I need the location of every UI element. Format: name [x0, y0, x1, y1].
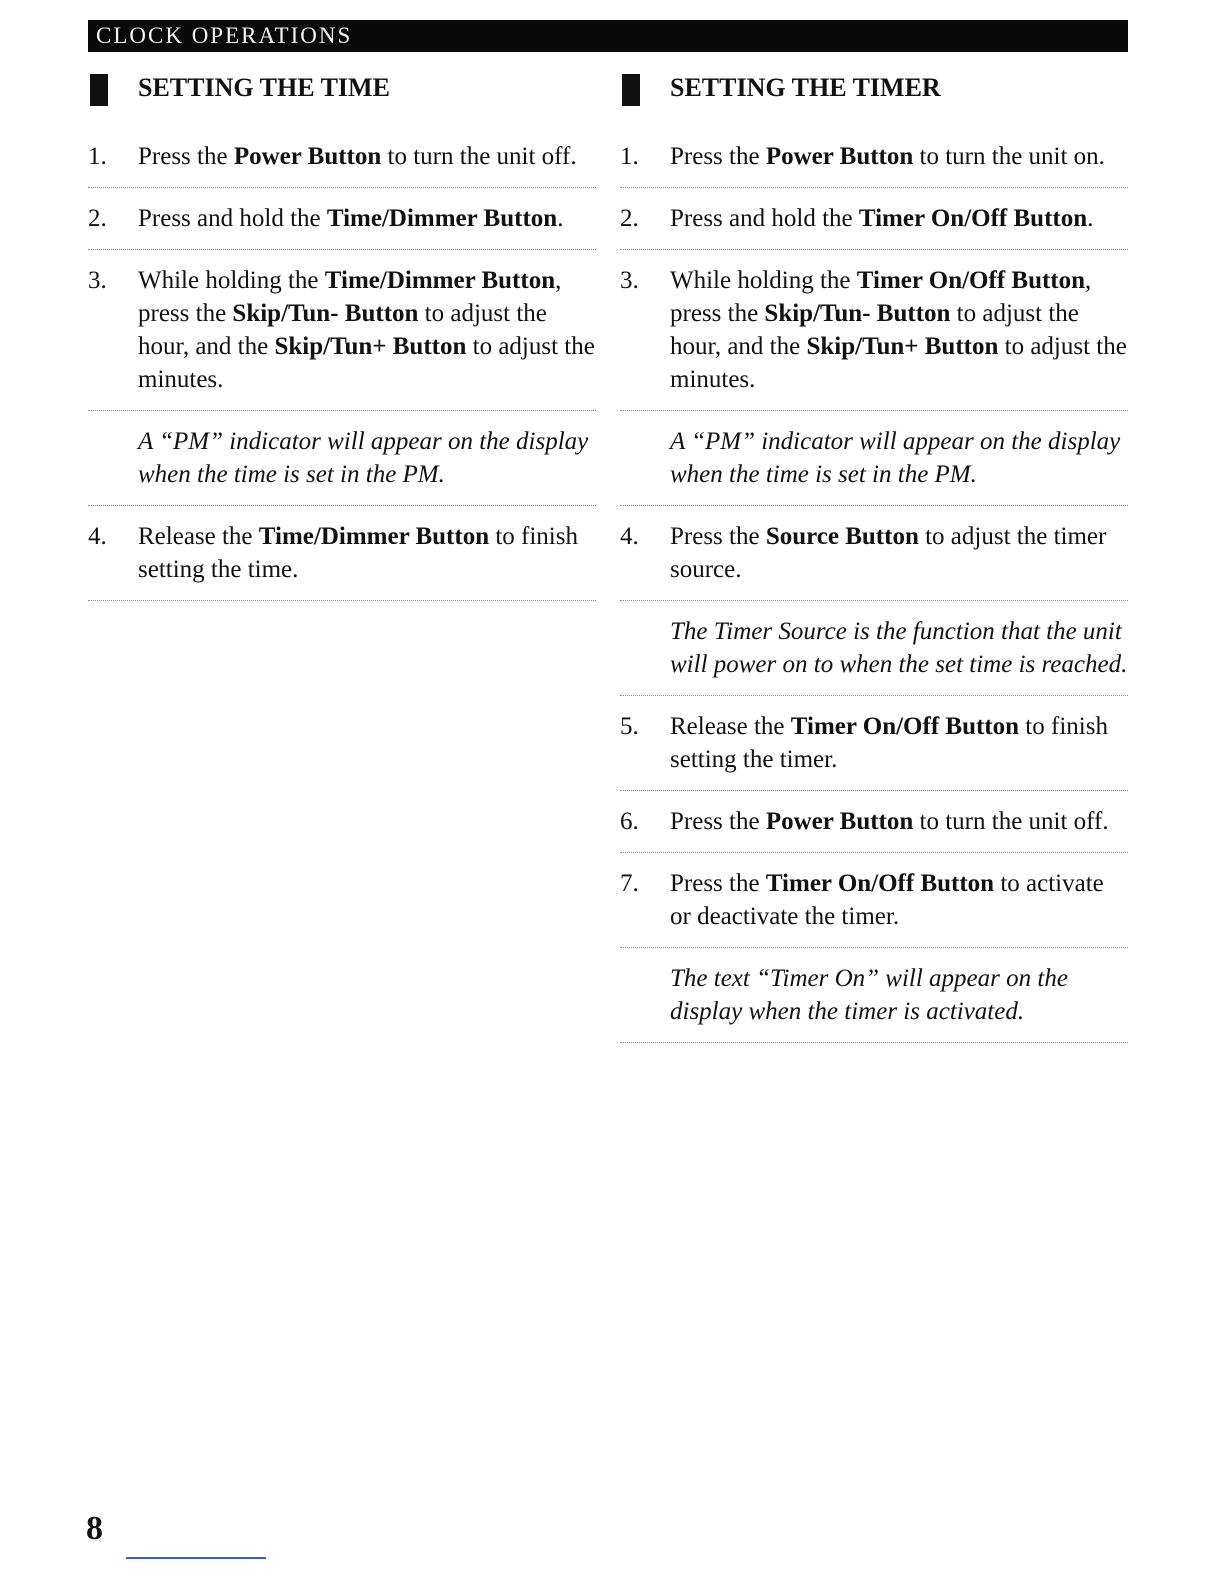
step-text: to adjust the hour, and the	[138, 300, 547, 360]
step-number: 3.	[620, 267, 639, 294]
section-header-title: CLOCK OPERATIONS	[96, 23, 353, 48]
step-number: 4.	[88, 523, 107, 550]
step-number: 7.	[620, 870, 639, 897]
step-text: to adjust the hour, and the	[670, 300, 1079, 360]
step-text: Press and hold the	[138, 205, 327, 232]
list-item	[88, 202, 596, 250]
step-text: Press the	[670, 523, 766, 550]
list-item	[620, 520, 1128, 601]
step-button-name: Skip/Tun+ Button	[806, 333, 999, 360]
note-item	[620, 615, 1128, 696]
step-text: to turn the unit off.	[913, 808, 1109, 835]
step-number: 1.	[88, 143, 107, 170]
step-button-name: Source Button	[765, 523, 919, 550]
list-item	[620, 202, 1128, 250]
step-text: Press the	[138, 143, 234, 170]
note-text: A “PM” indicator will appear on the display when the time is set in the PM.	[138, 428, 589, 488]
step-text: , press the	[138, 267, 562, 327]
list-item	[620, 805, 1128, 853]
step-button-name: Skip/Tun- Button	[232, 300, 419, 327]
list-item	[620, 710, 1128, 791]
setting-timer-heading	[620, 70, 1128, 106]
note-item	[620, 425, 1128, 506]
setting-timer-title: SETTING THE TIMER	[670, 73, 941, 102]
step-button-name: Time/Dimmer Button	[258, 523, 490, 550]
note-text: The Timer Source is the function that the unit will power on to when the set time is reached.	[670, 618, 1128, 678]
list-item	[620, 867, 1128, 948]
note-item	[88, 425, 596, 506]
step-button-name: Time/Dimmer Button	[326, 205, 558, 232]
step-text: to adjust the minutes.	[138, 333, 595, 393]
list-item	[88, 264, 596, 411]
step-button-name: Power Button	[765, 143, 914, 170]
setting-timer-column	[620, 70, 1128, 1057]
step-text: Press the	[670, 870, 766, 897]
step-number: 1.	[620, 143, 639, 170]
step-number: 3.	[88, 267, 107, 294]
step-text: to activate or deactivate the timer.	[670, 870, 1104, 930]
step-number: 6.	[620, 808, 639, 835]
step-number: 5.	[620, 713, 639, 740]
step-button-name: Skip/Tun+ Button	[274, 333, 467, 360]
setting-time-column	[88, 70, 596, 615]
list-item	[88, 520, 596, 601]
step-text: to finish setting the timer.	[670, 713, 1108, 773]
note-text: The text “Timer On” will appear on the display when the timer is activated.	[670, 965, 1068, 1025]
step-text: .	[557, 205, 564, 232]
step-text: to turn the unit on.	[913, 143, 1105, 170]
section-marker-icon	[90, 74, 108, 106]
step-number: 2.	[620, 205, 639, 232]
step-text: Release the	[670, 713, 791, 740]
setting-time-heading	[88, 70, 596, 106]
step-text: .	[1087, 205, 1094, 232]
section-header-bar	[88, 20, 1128, 52]
note-text: A “PM” indicator will appear on the display when the time is set in the PM.	[670, 428, 1121, 488]
step-button-name: Timer On/Off Button	[856, 267, 1086, 294]
step-text: , press the	[670, 267, 1092, 327]
step-text: While holding the	[138, 267, 325, 294]
note-item	[620, 962, 1128, 1043]
step-text: to adjust the timer source.	[670, 523, 1107, 583]
step-text: While holding the	[670, 267, 857, 294]
step-button-name: Timer On/Off Button	[858, 205, 1088, 232]
step-button-name: Skip/Tun- Button	[764, 300, 951, 327]
setting-time-title: SETTING THE TIME	[138, 73, 390, 102]
step-text: to finish setting the time.	[138, 523, 578, 583]
step-number: 2.	[88, 205, 107, 232]
step-button-name: Power Button	[765, 808, 914, 835]
section-marker-icon	[622, 74, 640, 106]
step-number: 4.	[620, 523, 639, 550]
step-button-name: Timer On/Off Button	[790, 713, 1020, 740]
step-text: Press the	[670, 143, 766, 170]
footer-rule	[126, 1557, 266, 1559]
step-text: to turn the unit off.	[381, 143, 577, 170]
step-button-name: Timer On/Off Button	[765, 870, 995, 897]
step-text: to adjust the minutes.	[670, 333, 1127, 393]
page-number: 8	[86, 1510, 103, 1547]
step-text: Release the	[138, 523, 259, 550]
list-item	[88, 140, 596, 188]
list-item	[620, 264, 1128, 411]
step-button-name: Time/Dimmer Button	[324, 267, 556, 294]
step-button-name: Power Button	[233, 143, 382, 170]
step-text: Press and hold the	[670, 205, 859, 232]
step-text: Press the	[670, 808, 766, 835]
list-item	[620, 140, 1128, 188]
